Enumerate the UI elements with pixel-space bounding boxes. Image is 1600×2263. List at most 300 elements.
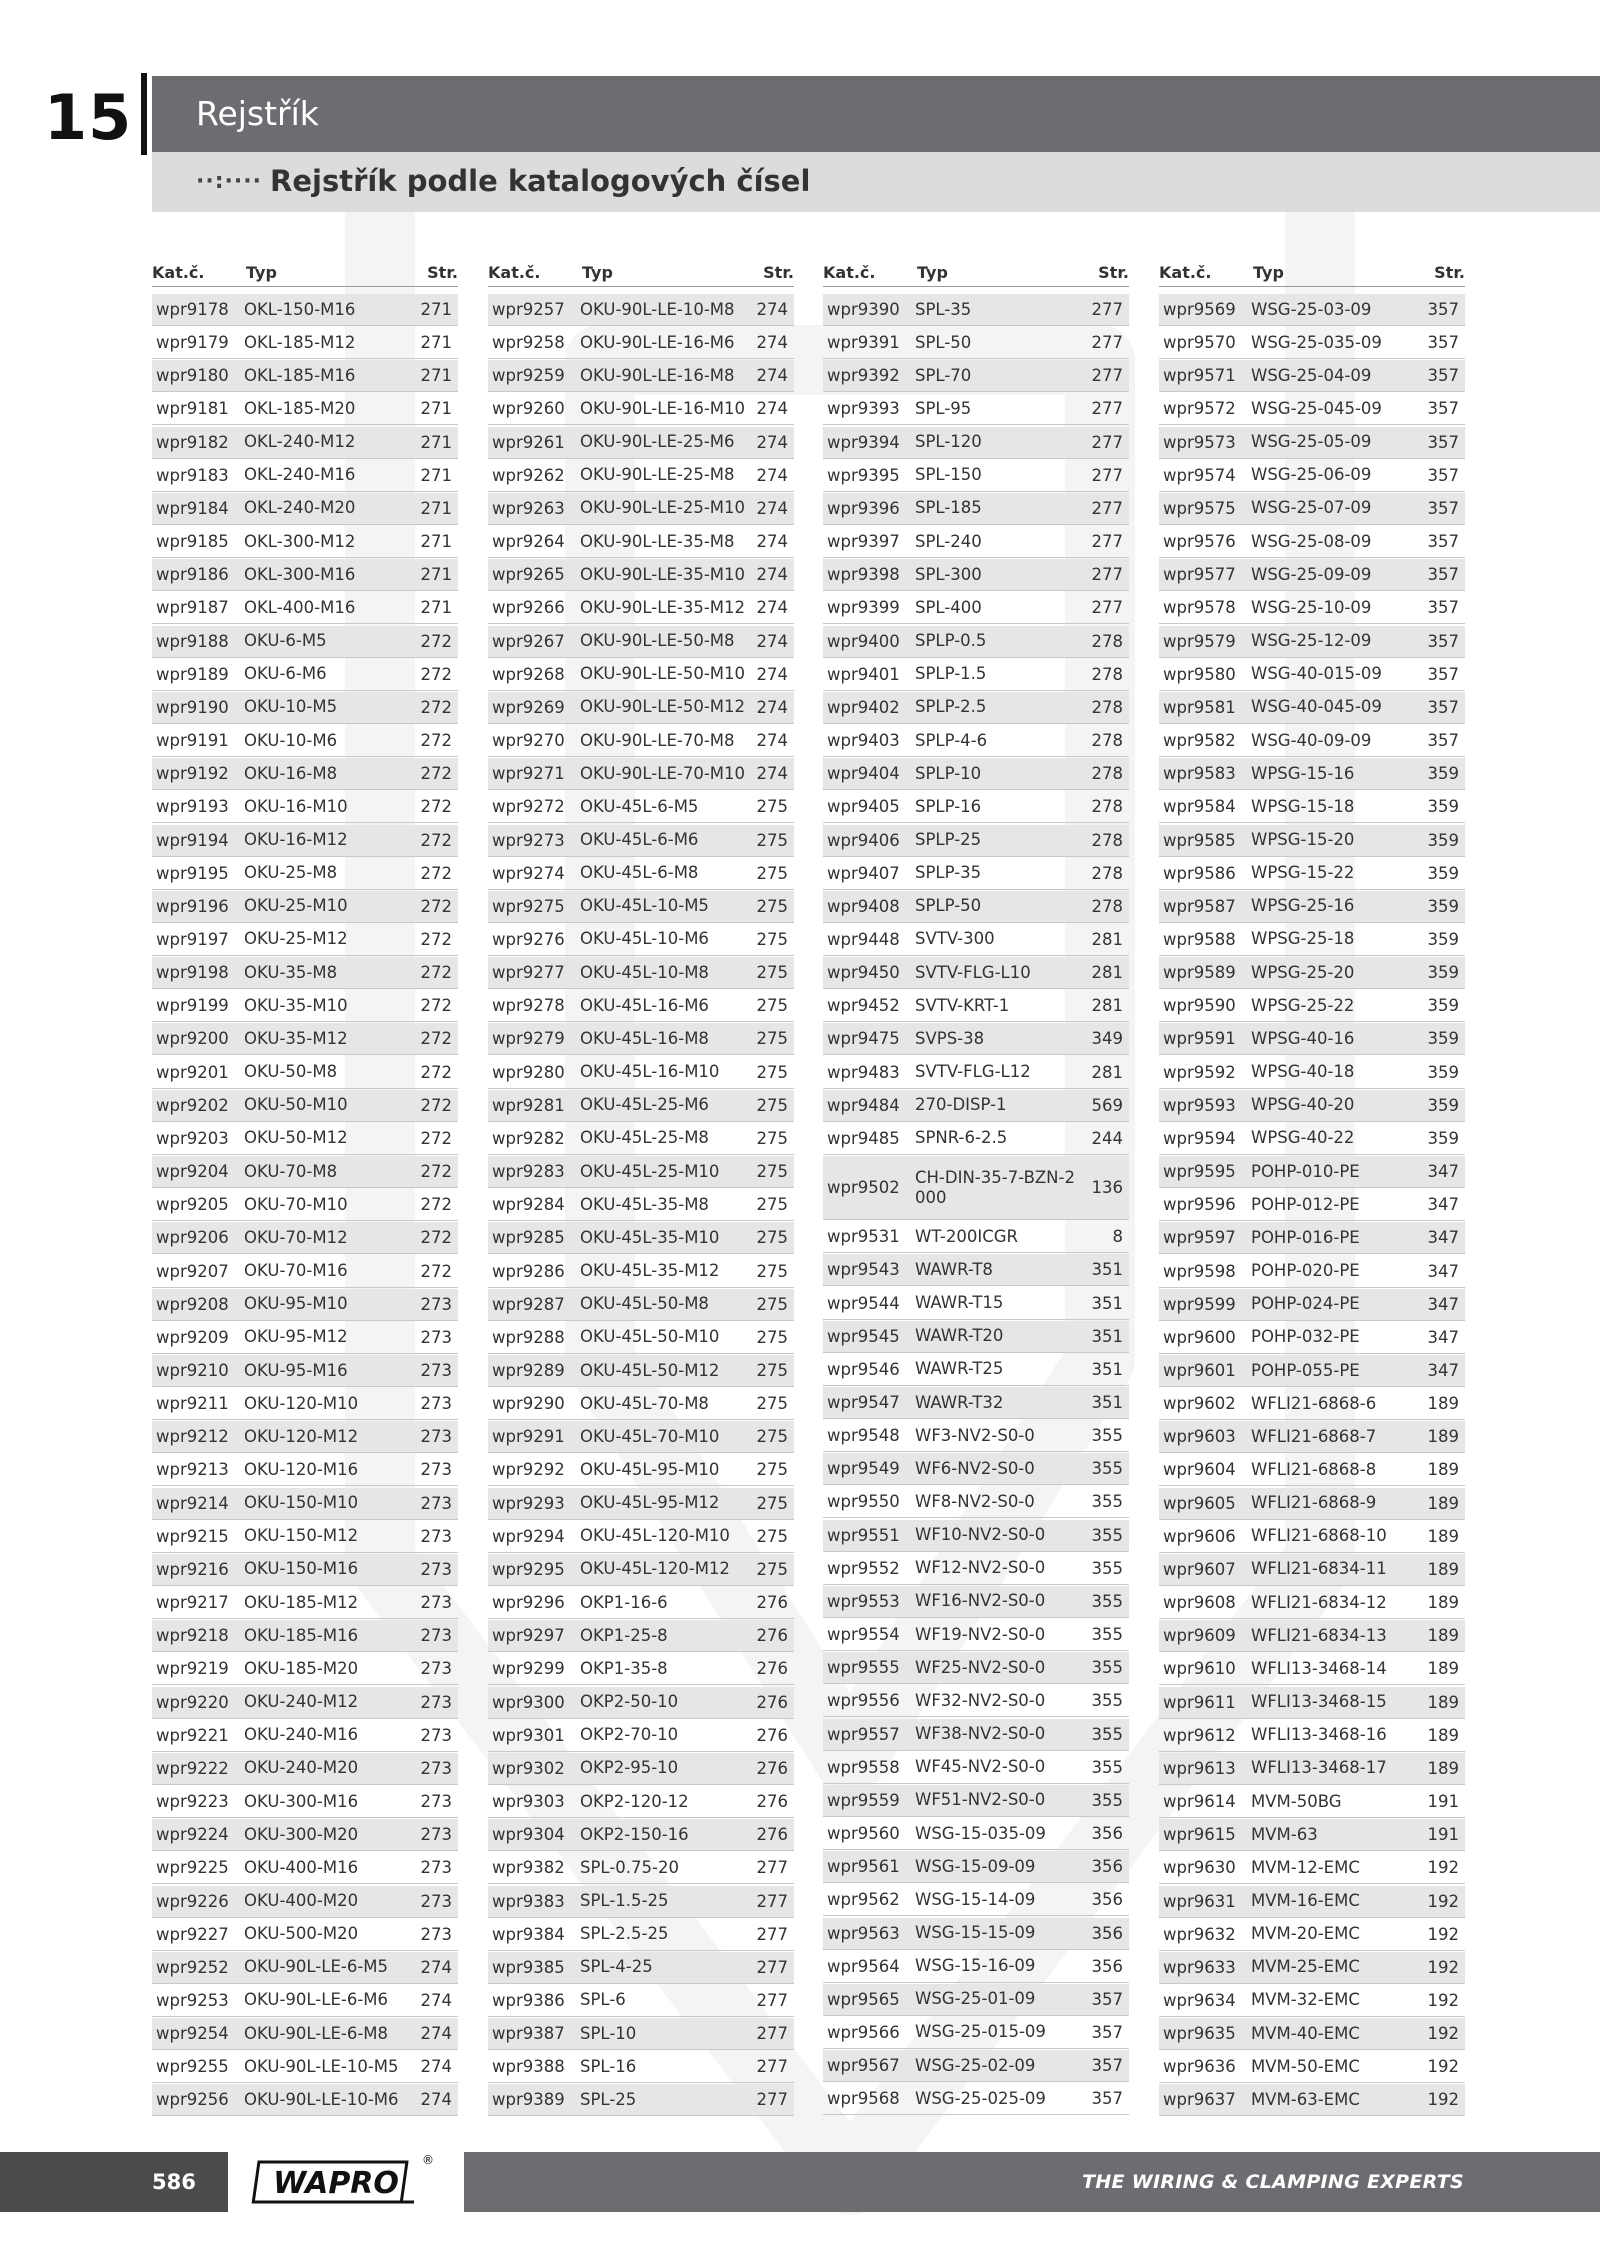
- table-row: [488, 825, 794, 857]
- page-ref: 273: [420, 1924, 452, 1944]
- type-code: WPSG-40-16: [1251, 1028, 1355, 1048]
- catalog-number: wpr9544: [827, 1293, 900, 1313]
- catalog-number: wpr9301: [492, 1725, 565, 1745]
- index-column: [1159, 258, 1465, 2118]
- page-ref: 351: [1091, 1326, 1123, 1346]
- catalog-number: wpr9271: [492, 764, 565, 784]
- table-row: [488, 1189, 794, 1221]
- type-code: OKL-240-M16: [244, 465, 356, 485]
- table-row: [823, 1851, 1129, 1883]
- page-ref: 569: [1091, 1095, 1123, 1115]
- page-ref: 273: [420, 1692, 452, 1712]
- header-page: Str.: [1098, 262, 1129, 282]
- catalog-number: wpr9182: [156, 432, 229, 452]
- catalog-number: wpr9562: [827, 1890, 900, 1910]
- catalog-number: wpr9570: [1163, 333, 1236, 353]
- type-code: OKU-185-M12: [244, 1592, 359, 1612]
- page-ref: 277: [756, 1957, 788, 1977]
- type-code: OKU-90L-LE-50-M8: [580, 631, 735, 651]
- catalog-number: wpr9268: [492, 664, 565, 684]
- catalog-number: wpr9395: [827, 465, 900, 485]
- page-ref: 278: [1091, 664, 1123, 684]
- page-ref: 359: [1427, 996, 1459, 1016]
- catalog-number: wpr9393: [827, 399, 900, 419]
- table-row: [152, 1222, 458, 1254]
- catalog-number: wpr9297: [492, 1626, 565, 1646]
- type-code: SPL-35: [915, 299, 972, 319]
- table-row: [1159, 1057, 1465, 1089]
- catalog-number: wpr9295: [492, 1559, 565, 1579]
- table-row: [152, 825, 458, 857]
- catalog-number: wpr9213: [156, 1460, 229, 1480]
- type-code: OKU-25-M10: [244, 896, 348, 916]
- table-row: [823, 1453, 1129, 1485]
- catalog-number: wpr9614: [1163, 1792, 1236, 1812]
- page-ref: 192: [1427, 1891, 1459, 1911]
- type-code: OKU-400-M16: [244, 1857, 359, 1877]
- catalog-number: wpr9630: [1163, 1858, 1236, 1878]
- table-row: [488, 858, 794, 890]
- table-row: [823, 1719, 1129, 1751]
- table-row: [488, 1886, 794, 1918]
- table-row: [152, 360, 458, 392]
- catalog-number: wpr9450: [827, 963, 900, 983]
- table-row: [152, 957, 458, 989]
- type-code: WSG-25-05-09: [1251, 432, 1372, 452]
- type-code: OKP2-120-12: [580, 1791, 689, 1811]
- page-ref: 273: [420, 1725, 452, 1745]
- table-row: [823, 1918, 1129, 1950]
- table-row: [1159, 2084, 1465, 2116]
- catalog-number: wpr9554: [827, 1625, 900, 1645]
- catalog-number: wpr9391: [827, 333, 900, 353]
- catalog-number: wpr9302: [492, 1758, 565, 1778]
- table-row: [152, 1985, 458, 2017]
- table-row: [823, 990, 1129, 1022]
- page-ref: 192: [1427, 1858, 1459, 1878]
- table-row: [1159, 1454, 1465, 1486]
- page-ref: 359: [1427, 764, 1459, 784]
- catalog-number: wpr9292: [492, 1460, 565, 1480]
- catalog-number: wpr9275: [492, 896, 565, 916]
- table-row: [1159, 659, 1465, 691]
- type-code: OKU-45L-70-M10: [580, 1426, 720, 1446]
- catalog-number: wpr9399: [827, 598, 900, 618]
- type-code: WPSG-15-18: [1251, 796, 1355, 816]
- page-ref: 271: [420, 498, 452, 518]
- catalog-number: wpr9260: [492, 399, 565, 419]
- catalog-number: wpr9190: [156, 697, 229, 717]
- table-row: [1159, 1753, 1465, 1785]
- catalog-number: wpr9604: [1163, 1460, 1236, 1480]
- catalog-number: wpr9452: [827, 996, 900, 1016]
- page-ref: 276: [756, 1758, 788, 1778]
- page-ref: 272: [420, 963, 452, 983]
- catalog-number: wpr9259: [492, 366, 565, 386]
- page-ref: 275: [756, 1327, 788, 1347]
- page-ref: 273: [420, 1626, 452, 1646]
- page-ref: 271: [420, 366, 452, 386]
- page-ref: 355: [1091, 1558, 1123, 1578]
- page-ref: 275: [756, 1361, 788, 1380]
- page-ref: 274: [756, 731, 788, 751]
- catalog-number: wpr9594: [1163, 1128, 1236, 1148]
- page-ref: 356: [1091, 1824, 1123, 1844]
- page-ref: 274: [756, 598, 788, 618]
- table-row: [1159, 592, 1465, 624]
- table-row: [1159, 526, 1465, 558]
- table-row: [488, 493, 794, 525]
- catalog-number: wpr9565: [827, 1989, 900, 2009]
- page-ref: 357: [1427, 731, 1459, 751]
- page-ref: 356: [1091, 1923, 1123, 1943]
- table-row: [488, 1322, 794, 1354]
- table-row: [1159, 1819, 1465, 1851]
- catalog-number: wpr9631: [1163, 1891, 1236, 1911]
- type-code: SVTV-FLG-L10: [915, 962, 1031, 982]
- catalog-number: wpr9596: [1163, 1195, 1236, 1215]
- catalog-number: wpr9552: [827, 1558, 900, 1578]
- table-row: [488, 360, 794, 392]
- type-code: SPLP-10: [915, 763, 982, 783]
- table-row: [823, 1288, 1129, 1320]
- catalog-number: wpr9396: [827, 498, 900, 518]
- table-row: [152, 1421, 458, 1453]
- type-code: OKU-90L-LE-25-M8: [580, 465, 735, 485]
- table-row: [823, 559, 1129, 591]
- page-ref: 357: [1427, 664, 1459, 684]
- table-row: [823, 427, 1129, 459]
- page-ref: 356: [1091, 1890, 1123, 1910]
- page-ref: 355: [1091, 1790, 1123, 1810]
- type-code: WSG-40-045-09: [1251, 697, 1382, 717]
- type-code: WFLI13-3468-17: [1251, 1758, 1387, 1778]
- type-code: OKU-45L-50-M10: [580, 1327, 720, 1347]
- type-code: OKU-45L-16-M8: [580, 1028, 709, 1048]
- table-row: [1159, 1620, 1465, 1652]
- catalog-number: wpr9587: [1163, 896, 1236, 916]
- catalog-number: wpr9593: [1163, 1095, 1236, 1115]
- page-ref: 271: [420, 565, 452, 585]
- table-row: [152, 659, 458, 691]
- table-row: [823, 1785, 1129, 1817]
- type-code: WAWR-T8: [915, 1259, 993, 1279]
- type-code: WSG-25-025-09: [915, 2088, 1046, 2108]
- type-code: OKU-150-M12: [244, 1526, 359, 1546]
- type-code: MVM-63-EMC: [1251, 2089, 1360, 2109]
- page-ref: 192: [1427, 1924, 1459, 1944]
- page-ref: 273: [420, 1758, 452, 1778]
- table-row: [1159, 294, 1465, 326]
- table-row: [488, 1720, 794, 1752]
- table-row: [152, 1653, 458, 1685]
- catalog-number: wpr9227: [156, 1924, 229, 1944]
- page-ref: 281: [1091, 963, 1123, 983]
- page-ref: 357: [1427, 465, 1459, 485]
- page-ref: 277: [1091, 532, 1123, 552]
- table-row: [488, 1355, 794, 1387]
- table-row: [488, 891, 794, 923]
- type-code: POHP-032-PE: [1251, 1327, 1360, 1347]
- page-ref: 357: [1427, 532, 1459, 552]
- type-code: WSG-25-015-09: [915, 2022, 1046, 2042]
- catalog-number: wpr9588: [1163, 929, 1236, 949]
- type-code: WF10-NV2-S0-0: [915, 1525, 1046, 1545]
- table-row: [152, 327, 458, 359]
- type-code: OKU-45L-35-M12: [580, 1261, 720, 1281]
- page-ref: 275: [756, 963, 788, 983]
- type-code: SPL-50: [915, 332, 972, 352]
- catalog-number: wpr9274: [492, 863, 565, 883]
- page-ref: 355: [1091, 1426, 1123, 1446]
- catalog-number: wpr9254: [156, 2024, 229, 2044]
- type-code: WSG-15-14-09: [915, 1889, 1036, 1909]
- table-row: [152, 626, 458, 658]
- catalog-number: wpr9608: [1163, 1593, 1236, 1613]
- catalog-number: wpr9567: [827, 2056, 900, 2076]
- type-code: MVM-50BG: [1251, 1791, 1342, 1811]
- type-code: OKU-240-M20: [244, 1758, 359, 1778]
- catalog-number: wpr9263: [492, 498, 565, 518]
- index-rows: [488, 294, 794, 2116]
- type-code: WSG-40-015-09: [1251, 664, 1382, 684]
- table-row: [152, 1090, 458, 1122]
- type-code: OKU-185-M20: [244, 1658, 359, 1678]
- type-code: OKU-35-M10: [244, 995, 348, 1015]
- page-ref: 189: [1427, 1758, 1459, 1778]
- type-code: SPL-2.5-25: [580, 1924, 669, 1944]
- page-ref: 275: [756, 1228, 788, 1248]
- page-ref: 191: [1427, 1792, 1459, 1812]
- type-code: OKU-120-M16: [244, 1459, 359, 1479]
- type-code: OKU-90L-LE-25-M6: [580, 432, 735, 452]
- catalog-number: wpr9218: [156, 1626, 229, 1646]
- table-row: [823, 1090, 1129, 1122]
- page-ref: 276: [756, 1825, 788, 1845]
- catalog-number: wpr9226: [156, 1891, 229, 1911]
- page-ref: 275: [756, 1261, 788, 1281]
- page-ref: 273: [420, 1593, 452, 1613]
- page-ref: 278: [1091, 631, 1123, 651]
- catalog-number: wpr9568: [827, 2089, 900, 2109]
- table-row: [152, 526, 458, 558]
- page-ref: 277: [756, 2090, 788, 2110]
- table-row: [152, 891, 458, 923]
- page-ref: 355: [1091, 1625, 1123, 1645]
- page-ref: 355: [1091, 1658, 1123, 1678]
- chapter-number: 15: [44, 81, 133, 154]
- table-row: [488, 1156, 794, 1188]
- catalog-number: wpr9192: [156, 764, 229, 784]
- type-code: OKU-35-M8: [244, 962, 338, 982]
- page-ref: 277: [756, 2057, 788, 2077]
- page-ref: 189: [1427, 1725, 1459, 1745]
- page-ref: 355: [1091, 1492, 1123, 1512]
- header-cat: Kat.č.: [488, 262, 541, 282]
- catalog-number: wpr9267: [492, 631, 565, 651]
- page-ref: 357: [1427, 432, 1459, 452]
- type-code: WFLI21-6868-9: [1251, 1493, 1377, 1513]
- type-code: POHP-012-PE: [1251, 1194, 1360, 1214]
- table-row: [488, 2051, 794, 2083]
- type-code: MVM-12-EMC: [1251, 1857, 1360, 1877]
- type-code: OKU-90L-LE-35-M8: [580, 531, 735, 551]
- page-ref: 359: [1427, 830, 1459, 850]
- type-code: OKU-45L-16-M6: [580, 995, 709, 1015]
- type-code: WF6-NV2-S0-0: [915, 1458, 1035, 1478]
- type-code: WF16-NV2-S0-0: [915, 1591, 1046, 1611]
- catalog-number: wpr9221: [156, 1725, 229, 1745]
- catalog-number: wpr9398: [827, 565, 900, 585]
- page-ref: 275: [756, 929, 788, 949]
- page-ref: 274: [756, 465, 788, 485]
- page-ref: 8: [1112, 1227, 1123, 1247]
- page-ref: 351: [1091, 1260, 1123, 1280]
- catalog-number: wpr9576: [1163, 532, 1236, 552]
- type-code: WF3-NV2-S0-0: [915, 1425, 1035, 1445]
- table-row: [488, 1620, 794, 1652]
- page-ref: 277: [1091, 498, 1123, 518]
- table-row: [823, 1254, 1129, 1286]
- catalog-number: wpr9290: [492, 1394, 565, 1414]
- page-ref: 357: [1427, 366, 1459, 386]
- catalog-number: wpr9591: [1163, 1029, 1236, 1049]
- page-ref: 274: [420, 2024, 452, 2044]
- type-code: OKU-90L-LE-35-M12: [580, 597, 745, 617]
- type-code: OKU-95-M12: [244, 1327, 348, 1347]
- page-ref: 281: [1091, 1062, 1123, 1082]
- header-bar: [152, 76, 1600, 152]
- page-ref: 272: [420, 631, 452, 651]
- page-ref: 276: [756, 1626, 788, 1646]
- table-row: [823, 393, 1129, 425]
- catalog-number: wpr9198: [156, 963, 229, 983]
- type-code: OKU-10-M6: [244, 730, 338, 750]
- header-cat: Kat.č.: [1159, 262, 1212, 282]
- type-code: OKU-400-M20: [244, 1891, 359, 1910]
- index-rows: [152, 294, 458, 2116]
- table-row: [1159, 427, 1465, 459]
- page-ref: 275: [756, 1559, 788, 1579]
- type-code: SPL-300: [915, 564, 982, 584]
- page-ref: 274: [756, 764, 788, 784]
- page-ref: 356: [1091, 1857, 1123, 1877]
- page-ref: 357: [1427, 631, 1459, 651]
- type-code: SPL-185: [915, 498, 982, 518]
- page-ref: 271: [420, 300, 452, 319]
- table-row: [823, 825, 1129, 857]
- catalog-number: wpr9385: [492, 1957, 565, 1977]
- table-row: [1159, 1687, 1465, 1719]
- catalog-number: wpr9222: [156, 1758, 229, 1778]
- table-row: [488, 1852, 794, 1884]
- table-row: [152, 2051, 458, 2083]
- catalog-number: wpr9600: [1163, 1327, 1236, 1347]
- table-row: [152, 1355, 458, 1387]
- table-row: [488, 1057, 794, 1089]
- table-row: [152, 559, 458, 591]
- catalog-number: wpr9408: [827, 896, 900, 916]
- table-row: [488, 1289, 794, 1321]
- page-ref: 278: [1091, 697, 1123, 717]
- page-ref: 274: [756, 532, 788, 552]
- catalog-number: wpr9209: [156, 1327, 229, 1347]
- header-page: Str.: [763, 262, 794, 282]
- type-code: OKU-90L-LE-16-M6: [580, 332, 735, 352]
- table-row: [488, 393, 794, 425]
- type-code: WSG-25-01-09: [915, 1989, 1036, 2009]
- table-row: [488, 1488, 794, 1520]
- catalog-number: wpr9577: [1163, 565, 1236, 585]
- type-code: WF8-NV2-S0-0: [915, 1491, 1035, 1511]
- catalog-number: wpr9191: [156, 731, 229, 751]
- page-ref: 273: [420, 1294, 452, 1314]
- type-code: OKU-25-M12: [244, 929, 348, 949]
- table-row: [488, 1653, 794, 1685]
- catalog-number: wpr9257: [492, 300, 565, 319]
- table-row: [1159, 493, 1465, 525]
- catalog-number: wpr9266: [492, 598, 565, 618]
- index-column: [488, 258, 794, 2118]
- type-code: SPLP-0.5: [915, 631, 987, 651]
- catalog-number: wpr9602: [1163, 1394, 1236, 1414]
- page-ref: 272: [420, 896, 452, 916]
- catalog-number: wpr9277: [492, 963, 565, 983]
- table-row: [152, 1156, 458, 1188]
- table-row: [823, 1520, 1129, 1552]
- catalog-number: wpr9179: [156, 333, 229, 353]
- type-code: OKP1-25-8: [580, 1625, 668, 1645]
- page-ref: 276: [756, 1725, 788, 1745]
- page-ref: 189: [1427, 1593, 1459, 1613]
- page-ref: 271: [420, 532, 452, 552]
- catalog-number: wpr9406: [827, 830, 900, 850]
- catalog-number: wpr9258: [492, 333, 565, 353]
- page-ref: 192: [1427, 1957, 1459, 1977]
- catalog-number: wpr9580: [1163, 664, 1236, 684]
- catalog-number: wpr9555: [827, 1658, 900, 1678]
- type-code: OKU-300-M16: [244, 1791, 359, 1811]
- catalog-number: wpr9207: [156, 1261, 229, 1281]
- page-ref: 355: [1091, 1691, 1123, 1711]
- page-ref: 278: [1091, 731, 1123, 751]
- table-row: [823, 1057, 1129, 1089]
- table-row: [823, 526, 1129, 558]
- type-code: OKP1-16-6: [580, 1592, 668, 1612]
- type-code: POHP-010-PE: [1251, 1161, 1360, 1181]
- type-code: SPL-1.5-25: [580, 1891, 669, 1910]
- type-code: OKU-45L-35-M10: [580, 1227, 720, 1247]
- type-code: WPSG-40-18: [1251, 1062, 1355, 1082]
- catalog-number: wpr9284: [492, 1195, 565, 1215]
- table-row: [488, 1256, 794, 1288]
- type-code: OKP2-50-10: [580, 1692, 679, 1712]
- type-code: SPLP-50: [915, 896, 982, 916]
- page-ref: 357: [1427, 697, 1459, 717]
- page-ref: 274: [756, 366, 788, 386]
- table-row: [823, 858, 1129, 890]
- catalog-number: wpr9194: [156, 830, 229, 850]
- page-ref: 271: [420, 465, 452, 485]
- type-code: SPL-400: [915, 597, 982, 617]
- page-ref: 347: [1427, 1162, 1459, 1182]
- type-code: OKU-95-M10: [244, 1294, 348, 1314]
- header-page: Str.: [427, 262, 458, 282]
- page-ref: 275: [756, 797, 788, 817]
- type-code: WFLI21-6868-8: [1251, 1459, 1377, 1479]
- type-code: OKP2-95-10: [580, 1758, 679, 1778]
- catalog-number: wpr9197: [156, 929, 229, 949]
